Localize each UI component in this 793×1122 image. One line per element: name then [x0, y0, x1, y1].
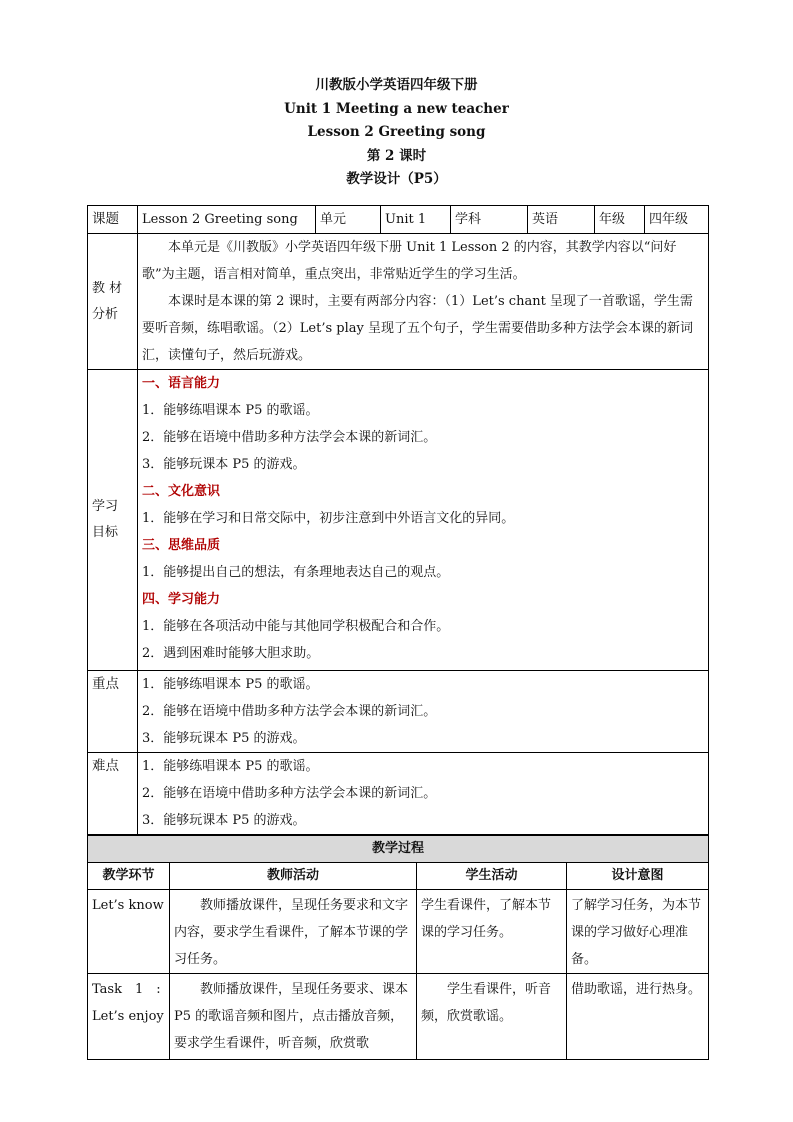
title-unit: Unit 1 Meeting a new teacher	[284, 100, 509, 117]
grade-label: 年级	[595, 206, 645, 234]
analysis-paragraph-2: 本课时是本课的第 2 课时，主要有两部分内容：（1）Let’s chant 呈现了一首歌谣，学生需要听音频，练唱歌谣。（2）Let’s play 呈现了五个句子，学生需要借助多种方法学会本课的新词汇，读懂句子，然后玩游戏。	[142, 294, 693, 363]
header-step: 教学环节	[88, 863, 170, 890]
objectives-content	[138, 370, 709, 671]
analysis-row	[88, 234, 709, 370]
key-point-item: 2．能够在语境中借助多种方法学会本课的新词汇。	[142, 704, 437, 719]
objective-section-title: 三、思维品质	[142, 538, 221, 553]
student-cell: 学生看课件，了解本节课的学习任务。	[417, 890, 567, 974]
objective-item: 1．能够提出自己的想法，有条理地表达自己的观点。	[142, 565, 450, 580]
unit-value: Unit 1	[381, 206, 451, 234]
topic-label: 课题	[88, 206, 138, 234]
header-student: 学生活动	[417, 863, 567, 890]
process-title-row	[88, 836, 709, 863]
analysis-label: 教 材 分析	[88, 234, 138, 370]
title-design: 教学设计（P5）	[346, 171, 447, 187]
key-points-label: 重点	[88, 671, 138, 753]
teaching-process-table	[87, 835, 709, 1060]
info-row	[88, 206, 709, 234]
topic-value: Lesson 2 Greeting song	[138, 206, 316, 234]
title-lesson: Lesson 2 Greeting song	[307, 124, 486, 140]
step-cell: Let’s know	[88, 890, 170, 974]
table-row	[88, 974, 709, 1060]
grade-value: 四年级	[645, 206, 709, 234]
objective-item: 1．能够在各项活动中能与其他同学积极配合和合作。	[142, 619, 450, 634]
key-point-item: 1．能够练唱课本 P5 的歌谣。	[142, 677, 319, 692]
key-point-item: 3．能够玩课本 P5 的游戏。	[142, 731, 306, 746]
lesson-info-table	[87, 205, 709, 835]
objective-item: 2．遇到困难时能够大胆求助。	[142, 646, 320, 661]
difficulties-content	[138, 753, 709, 835]
difficulties-row	[88, 753, 709, 835]
objective-item: 1．能够练唱课本 P5 的歌谣。	[142, 403, 319, 418]
teacher-cell: 教师播放课件，呈现任务要求和文字内容，要求学生看课件，了解本节课的学习任务。	[170, 890, 417, 974]
header-teacher: 教师活动	[170, 863, 417, 890]
subject-value: 英语	[528, 206, 595, 234]
objective-section-title: 二、文化意识	[142, 484, 221, 499]
table-row	[88, 890, 709, 974]
title-textbook: 川教版小学英语四年级下册	[315, 77, 478, 93]
header-intent: 设计意图	[567, 863, 709, 890]
analysis-content	[138, 234, 709, 370]
objective-item: 2．能够在语境中借助多种方法学会本课的新词汇。	[142, 430, 437, 445]
key-points-row	[88, 671, 709, 753]
student-cell: 学生看课件，听音频，欣赏歌谣。	[417, 974, 567, 1060]
objective-section-title: 四、学习能力	[142, 592, 221, 607]
difficulties-label: 难点	[88, 753, 138, 835]
title-period: 第 2 课时	[366, 147, 427, 164]
objective-section-title: 一、语言能力	[142, 376, 221, 391]
difficulty-item: 2．能够在语境中借助多种方法学会本课的新词汇。	[142, 786, 437, 801]
objective-item: 3．能够玩课本 P5 的游戏。	[142, 457, 306, 472]
step-cell: Task 1 : Let’s enjoy	[88, 974, 170, 1060]
subject-label: 学科	[451, 206, 528, 234]
process-title: 教学过程	[88, 836, 709, 863]
objectives-row	[88, 370, 709, 671]
document-title-block	[0, 74, 793, 192]
key-points-content	[138, 671, 709, 753]
teacher-cell: 教师播放课件，呈现任务要求、课本 P5 的歌谣音频和图片，点击播放音频，要求学生看课件，听音频，欣赏歌	[170, 974, 417, 1060]
objective-item: 1．能够在学习和日常交际中，初步注意到中外语言文化的异同。	[142, 511, 515, 526]
process-header-row	[88, 863, 709, 890]
intent-cell: 借助歌谣，进行热身。	[567, 974, 709, 1060]
difficulty-item: 1．能够练唱课本 P5 的歌谣。	[142, 759, 319, 774]
objectives-label: 学习 目标	[88, 370, 138, 671]
intent-cell: 了解学习任务，为本节课的学习做好心理准备。	[567, 890, 709, 974]
analysis-paragraph-1: 本单元是《川教版》小学英语四年级下册 Unit 1 Lesson 2 的内容，其教学内容以“问好歌”为主题，语言相对简单，重点突出，非常贴近学生的学习生活。	[142, 240, 677, 282]
difficulty-item: 3．能够玩课本 P5 的游戏。	[142, 813, 306, 828]
unit-label: 单元	[316, 206, 381, 234]
